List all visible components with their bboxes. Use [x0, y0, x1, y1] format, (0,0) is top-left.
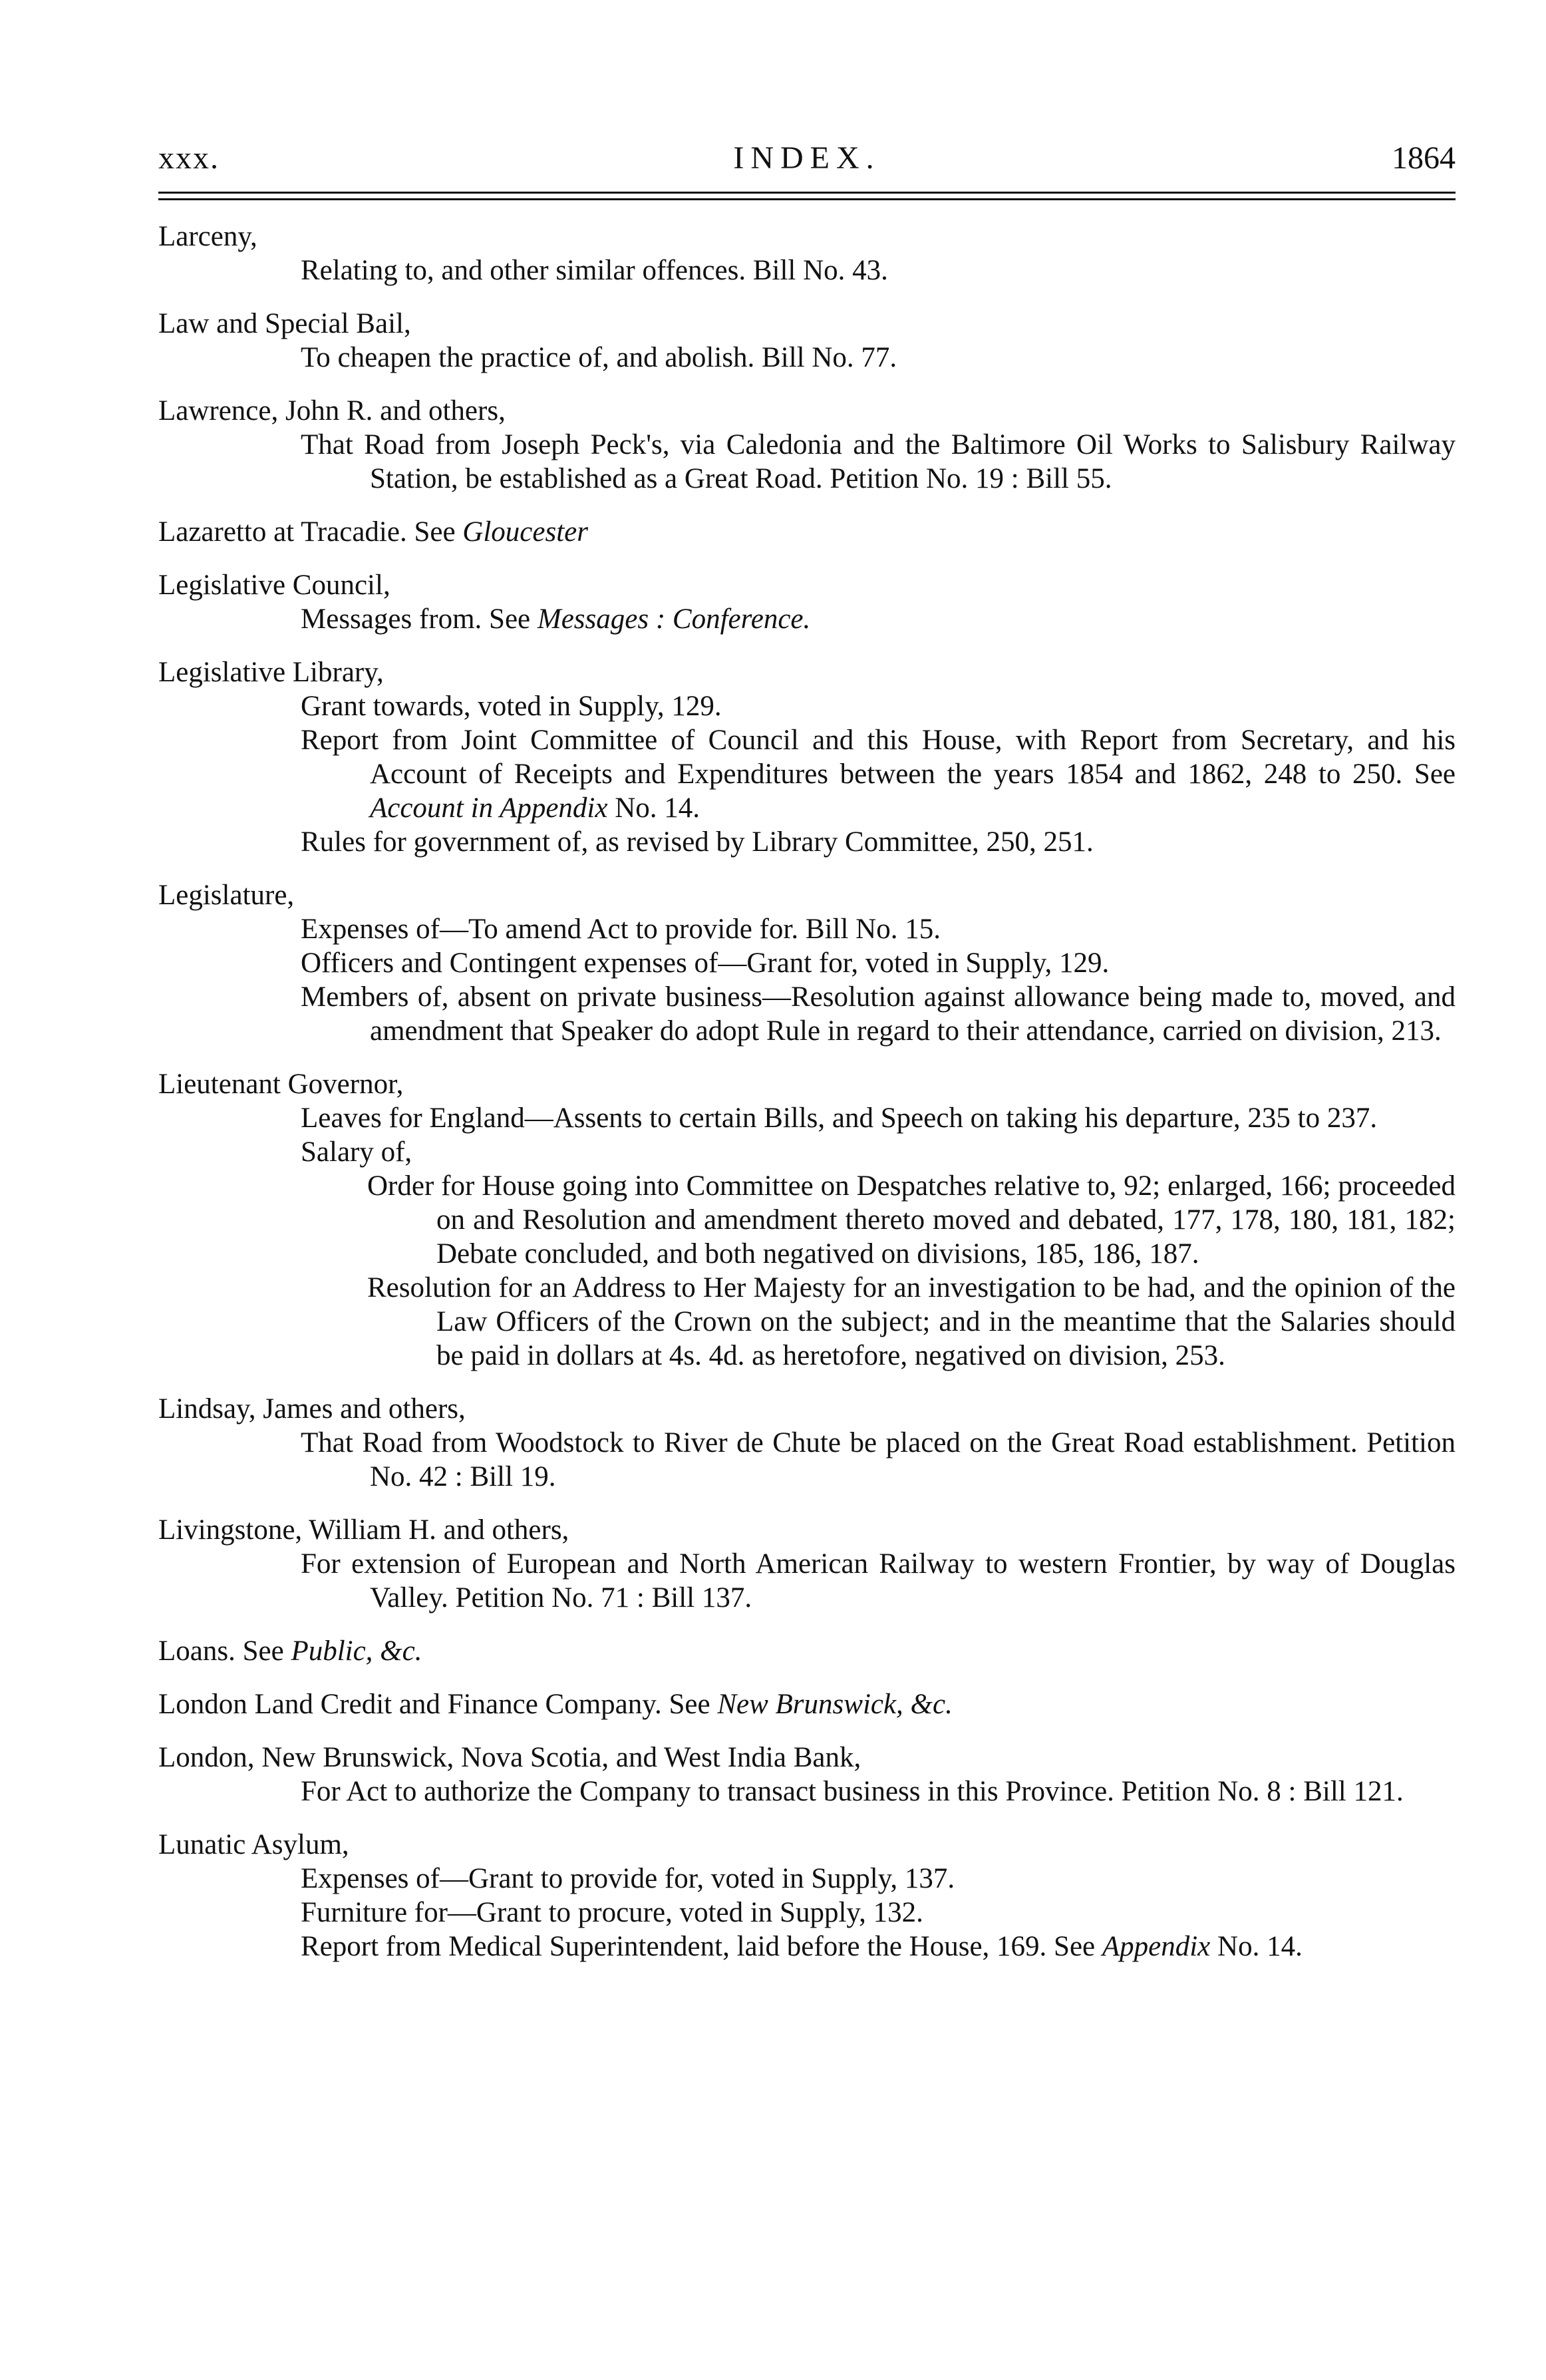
entry-line: Expenses of—Grant to provide for, voted in Supply, 137.	[301, 1863, 955, 1894]
header-rule-top	[158, 192, 1456, 194]
entry-line: Rules for government of, as revised by Library Committee, 250, 251.	[301, 826, 1094, 858]
index-entry-loans	[158, 1634, 1456, 1668]
entry-heading: Law and Special Bail,	[158, 308, 411, 339]
entry-subline: Order for House going into Committee on Despatches relative to, 92; enlarged, 166; proceeded on and Resolution and amendment thereto moved and debated, 177, 178, 180, 181, 182; Debate concluded, and both negatived on divisions, 185, 186, 187.	[367, 1170, 1456, 1270]
entry-line	[158, 723, 1456, 825]
entry-heading-text: Loans.	[158, 1635, 235, 1667]
entry-line	[158, 602, 1456, 636]
entry-line: For extension of European and North American Railway to western Frontier, by way of Douglas Valley. Petition No. 71 : Bill 137.	[301, 1548, 1456, 1614]
index-entry-larceny	[158, 220, 1456, 287]
entry-heading	[158, 515, 1456, 549]
index-entry-legislative-library	[158, 655, 1456, 859]
entry-heading: Legislative Council,	[158, 570, 390, 601]
entry-line: Expenses of—To amend Act to provide for. Bill No. 15.	[301, 914, 941, 945]
entry-line: That Road from Joseph Peck's, via Caledonia and the Baltimore Oil Works to Salisbury Railway Station, be established as a Great Road. Petition No. 19 : Bill 55.	[301, 429, 1456, 494]
entry-heading: Legislature,	[158, 880, 295, 911]
see-reference-tail: No. 14.	[615, 792, 700, 824]
see-label: See	[489, 603, 531, 635]
entry-heading: Larceny,	[158, 221, 257, 252]
page-header	[158, 138, 1456, 178]
entry-heading	[158, 1634, 1456, 1668]
see-label: See	[1054, 1931, 1096, 1962]
entry-line: Relating to, and other similar offences. Bill No. 43.	[301, 255, 888, 286]
see-reference: Account in Appendix	[370, 792, 608, 824]
page-number: xxx.	[158, 140, 220, 176]
entry-heading: Legislative Library,	[158, 657, 384, 688]
header-rule-bottom	[158, 198, 1456, 200]
entry-line: Leaves for England—Assents to certain Bills, and Speech on taking his departure, 235 to 237.	[301, 1103, 1378, 1134]
see-reference-tail: No. 14.	[1217, 1931, 1303, 1962]
index-entry-law-and-special-bail	[158, 307, 1456, 375]
index-entry-lunatic-asylum	[158, 1828, 1456, 1963]
page-title: INDEX.	[733, 140, 881, 176]
entry-heading: Lawrence, John R. and others,	[158, 395, 506, 426]
entry-line: That Road from Woodstock to River de Chute be placed on the Great Road establishment. Petition No. 42 : Bill 19.	[301, 1427, 1456, 1492]
index-entry-lawrence	[158, 394, 1456, 496]
entry-line-text: Report from Joint Committee of Council and this House, with Report from Secretary, and his Account of Receipts and Expenditures between the years 1854 and 1862, 248 to 250.	[301, 725, 1456, 790]
index-entry-london-land-credit	[158, 1687, 1456, 1721]
see-reference: Appendix	[1102, 1931, 1211, 1962]
index-content	[158, 220, 1456, 1983]
entry-line: Grant towards, voted in Supply, 129.	[301, 691, 722, 722]
entry-subline: Resolution for an Address to Her Majesty for an investigation to be had, and the opinion of the Law Officers of the Crown on the subject; and in the meantime that the Salaries should be paid in dollars at 4s. 4d. as heretofore, negatived on division, 253.	[367, 1272, 1456, 1371]
index-entry-livingstone	[158, 1513, 1456, 1615]
entry-line-text: Messages from.	[301, 603, 482, 635]
entry-heading	[158, 1687, 1456, 1721]
see-label: See	[1414, 759, 1456, 790]
see-reference: New Brunswick, &c.	[717, 1689, 953, 1720]
see-label: See	[414, 516, 456, 548]
entry-heading: Lieutenant Governor,	[158, 1069, 404, 1100]
entry-line: For Act to authorize the Company to transact business in this Province. Petition No. 8 : Bill 121.	[301, 1776, 1404, 1807]
entry-heading: London, New Brunswick, Nova Scotia, and West India Bank,	[158, 1742, 861, 1773]
index-entry-london-bank	[158, 1741, 1456, 1808]
entry-line: Officers and Contingent expenses of—Grant for, voted in Supply, 129.	[301, 947, 1110, 979]
entry-heading: Lindsay, James and others,	[158, 1393, 466, 1425]
see-label: See	[242, 1635, 284, 1667]
index-entry-lieutenant-governor	[158, 1067, 1456, 1373]
see-reference: Public, &c.	[291, 1635, 422, 1667]
entry-line: Members of, absent on private business—Resolution against allowance being made to, moved, and amendment that Speaker do adopt Rule in regard to their attendance, carried on division, 213.	[301, 981, 1456, 1047]
entry-heading-text: London Land Credit and Finance Company.	[158, 1689, 662, 1720]
entry-heading: Livingstone, William H. and others,	[158, 1514, 569, 1546]
see-label: See	[669, 1689, 710, 1720]
index-entry-legislature	[158, 878, 1456, 1048]
entry-heading-text: Lazaretto at Tracadie.	[158, 516, 407, 548]
index-entry-legislative-council	[158, 568, 1456, 636]
entry-line-text: Report from Medical Superintendent, laid before the House, 169.	[301, 1931, 1047, 1962]
see-reference: Messages : Conference.	[537, 603, 811, 635]
page-year: 1864	[1392, 140, 1456, 176]
index-entry-lazaretto	[158, 515, 1456, 549]
entry-line: Furniture for—Grant to procure, voted in Supply, 132.	[301, 1897, 923, 1928]
see-reference: Gloucester	[462, 516, 588, 548]
entry-heading: Lunatic Asylum,	[158, 1829, 349, 1860]
index-entry-lindsay	[158, 1392, 1456, 1494]
entry-subheading: Salary of,	[301, 1136, 412, 1168]
entry-line: To cheapen the practice of, and abolish. Bill No. 77.	[301, 342, 897, 373]
entry-line	[158, 1930, 1456, 1963]
